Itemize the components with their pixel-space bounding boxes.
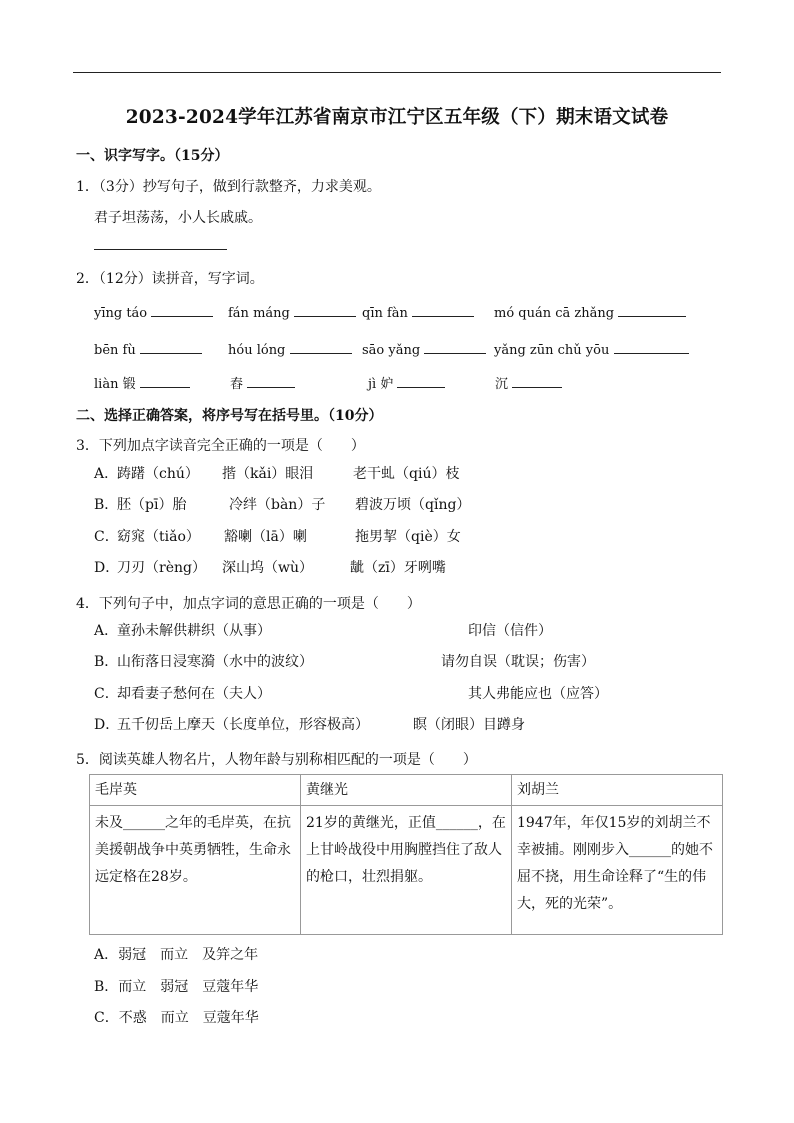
table-row [90, 806, 723, 935]
table-cell: 21岁的黄继光，正值______，在上甘岭战役中用胸膛挡住了敌人的枪口，壮烈捐躯。 [301, 806, 512, 935]
q2-item [368, 373, 445, 392]
table-header-row [90, 775, 723, 806]
q3-option-label[interactable]: C． [94, 529, 119, 545]
q3-option-item: 冷绊（bàn）子 [229, 497, 326, 513]
q4-option-label[interactable]: C． [94, 686, 119, 702]
q3-option-item: 龇（zī）牙咧嘴 [350, 560, 446, 576]
q3-option-label[interactable]: A． [94, 466, 119, 482]
q5-option[interactable] [94, 944, 258, 964]
option-label: B． [94, 979, 119, 995]
q3-option-item: 拖男挈（qiè）女 [355, 529, 461, 545]
option-text: 不惑 而立 豆蔻年华 [118, 1010, 259, 1026]
answer-blank[interactable] [614, 340, 689, 354]
q4-option-label[interactable]: B． [94, 654, 119, 670]
q2-item [94, 373, 190, 392]
answer-blank[interactable] [294, 303, 356, 317]
answer-blank[interactable] [247, 374, 295, 388]
q3-option-item: 踌躇（chú） [117, 466, 199, 482]
pinyin: mó quán cā zhǎng [494, 306, 615, 321]
pinyin: yīng táo [94, 306, 148, 321]
header-cell: 毛岸英 [90, 775, 301, 806]
answer-blank[interactable] [412, 303, 474, 317]
header-cell: 刘胡兰 [512, 775, 723, 806]
q2-item [494, 303, 686, 321]
pinyin: 舂 [230, 377, 244, 392]
q1-sentence: 君子坦荡荡，小人长戚戚。 [94, 210, 262, 226]
pinyin: yǎng zūn chǔ yōu [494, 343, 610, 358]
header-cell: 黄继光 [301, 775, 512, 806]
pinyin: qīn fàn [362, 306, 408, 321]
page-title: 2023-2024学年江苏省南京市江宁区五年级（下）期末语文试卷 [125, 107, 669, 128]
pinyin: fán máng [228, 306, 290, 321]
q2-stem: 2．（12分）读拼音，写字词。 [76, 271, 264, 287]
q3-option-item: 老干虬（qiú）枝 [353, 466, 460, 482]
q2-item [495, 373, 562, 392]
q3-option-item: 胚（pī）胎 [117, 497, 187, 513]
q2-item [94, 303, 213, 321]
q5-option[interactable] [94, 976, 258, 996]
q2-item [494, 340, 689, 358]
option-text: 而立 弱冠 豆蔻年华 [118, 979, 259, 995]
q4-option-label[interactable]: D． [94, 717, 120, 733]
q4-option-right: 印信（信件） [468, 623, 552, 639]
q2-item [230, 373, 295, 392]
q4-option-left: 童孙未解供耕织（从事） [117, 623, 271, 639]
q3-option-label[interactable]: D． [94, 560, 120, 576]
q2-item [94, 340, 202, 358]
q3-option-item: 揩（kǎi）眼泪 [222, 466, 314, 482]
pinyin: jì 妒 [368, 377, 394, 392]
hero-cards-table [89, 774, 723, 935]
pinyin: sāo yǎng [362, 343, 421, 358]
q4-option-right: 瞑（闭眼）目蹲身 [413, 717, 525, 733]
answer-blank[interactable] [618, 303, 686, 317]
q3-option-item: 深山坞（wù） [222, 560, 313, 576]
q1-stem: 1．（3分）抄写句子，做到行款整齐，力求美观。 [76, 179, 381, 195]
q4-option-right: 其人弗能应也（应答） [468, 686, 608, 702]
q1-answer-line[interactable] [94, 249, 227, 250]
table-cell: 1947年，年仅15岁的刘胡兰不幸被捕。刚刚步入______的她不屈不挠，用生命诠释了“生的伟大，死的光荣”。 [512, 806, 723, 935]
pinyin: hóu lóng [228, 343, 286, 358]
section-1-heading: 一、识字写字。（15分） [76, 148, 229, 164]
q3-option-label[interactable]: B． [94, 497, 119, 513]
option-text: 弱冠 而立 及笄之年 [118, 947, 259, 963]
q3-option-item: 窈窕（tiǎo） [117, 529, 200, 545]
answer-blank[interactable] [512, 374, 562, 388]
pinyin: 沉 [495, 377, 509, 392]
answer-blank[interactable] [290, 340, 352, 354]
answer-blank[interactable] [424, 340, 486, 354]
answer-blank[interactable] [397, 374, 445, 388]
section-2-heading: 二、选择正确答案，将序号写在括号里。（10分） [76, 408, 383, 424]
pinyin: liàn 锻 [94, 377, 136, 392]
answer-blank[interactable] [140, 340, 202, 354]
q2-item [228, 340, 352, 358]
answer-blank[interactable] [151, 303, 213, 317]
header-rule [73, 72, 721, 73]
q2-item [362, 303, 474, 321]
option-label: C． [94, 1010, 119, 1026]
q5-stem: 5．阅读英雄人物名片，人物年龄与别称相匹配的一项是（ ） [76, 752, 477, 768]
pinyin: bēn fù [94, 343, 136, 358]
q4-option-label[interactable]: A． [94, 623, 119, 639]
q4-option-left: 山衔落日浸寒漪（水中的波纹） [117, 654, 313, 670]
q2-item [228, 303, 356, 321]
q3-option-item: 豁喇（lā）喇 [224, 529, 307, 545]
q2-item [362, 340, 486, 358]
q3-stem: 3．下列加点字读音完全正确的一项是（ ） [76, 438, 365, 454]
option-label: A． [94, 947, 119, 963]
q3-option-item: 碧波万顷（qǐng） [355, 497, 471, 513]
q4-option-left: 五千仞岳上摩天（长度单位，形容极高） [117, 717, 369, 733]
q4-stem: 4．下列句子中，加点字词的意思正确的一项是（ ） [76, 596, 421, 612]
answer-blank[interactable] [140, 374, 190, 388]
q5-option[interactable] [94, 1007, 259, 1027]
q4-option-right: 请勿自误（耽误；伤害） [441, 654, 595, 670]
q4-option-left: 却看妻子愁何在（夫人） [117, 686, 271, 702]
table-cell: 未及______之年的毛岸英，在抗美援朝战争中英勇牺牲，生命永远定格在28岁。 [90, 806, 301, 935]
q3-option-item: 刀刃（rèng） [117, 560, 206, 576]
